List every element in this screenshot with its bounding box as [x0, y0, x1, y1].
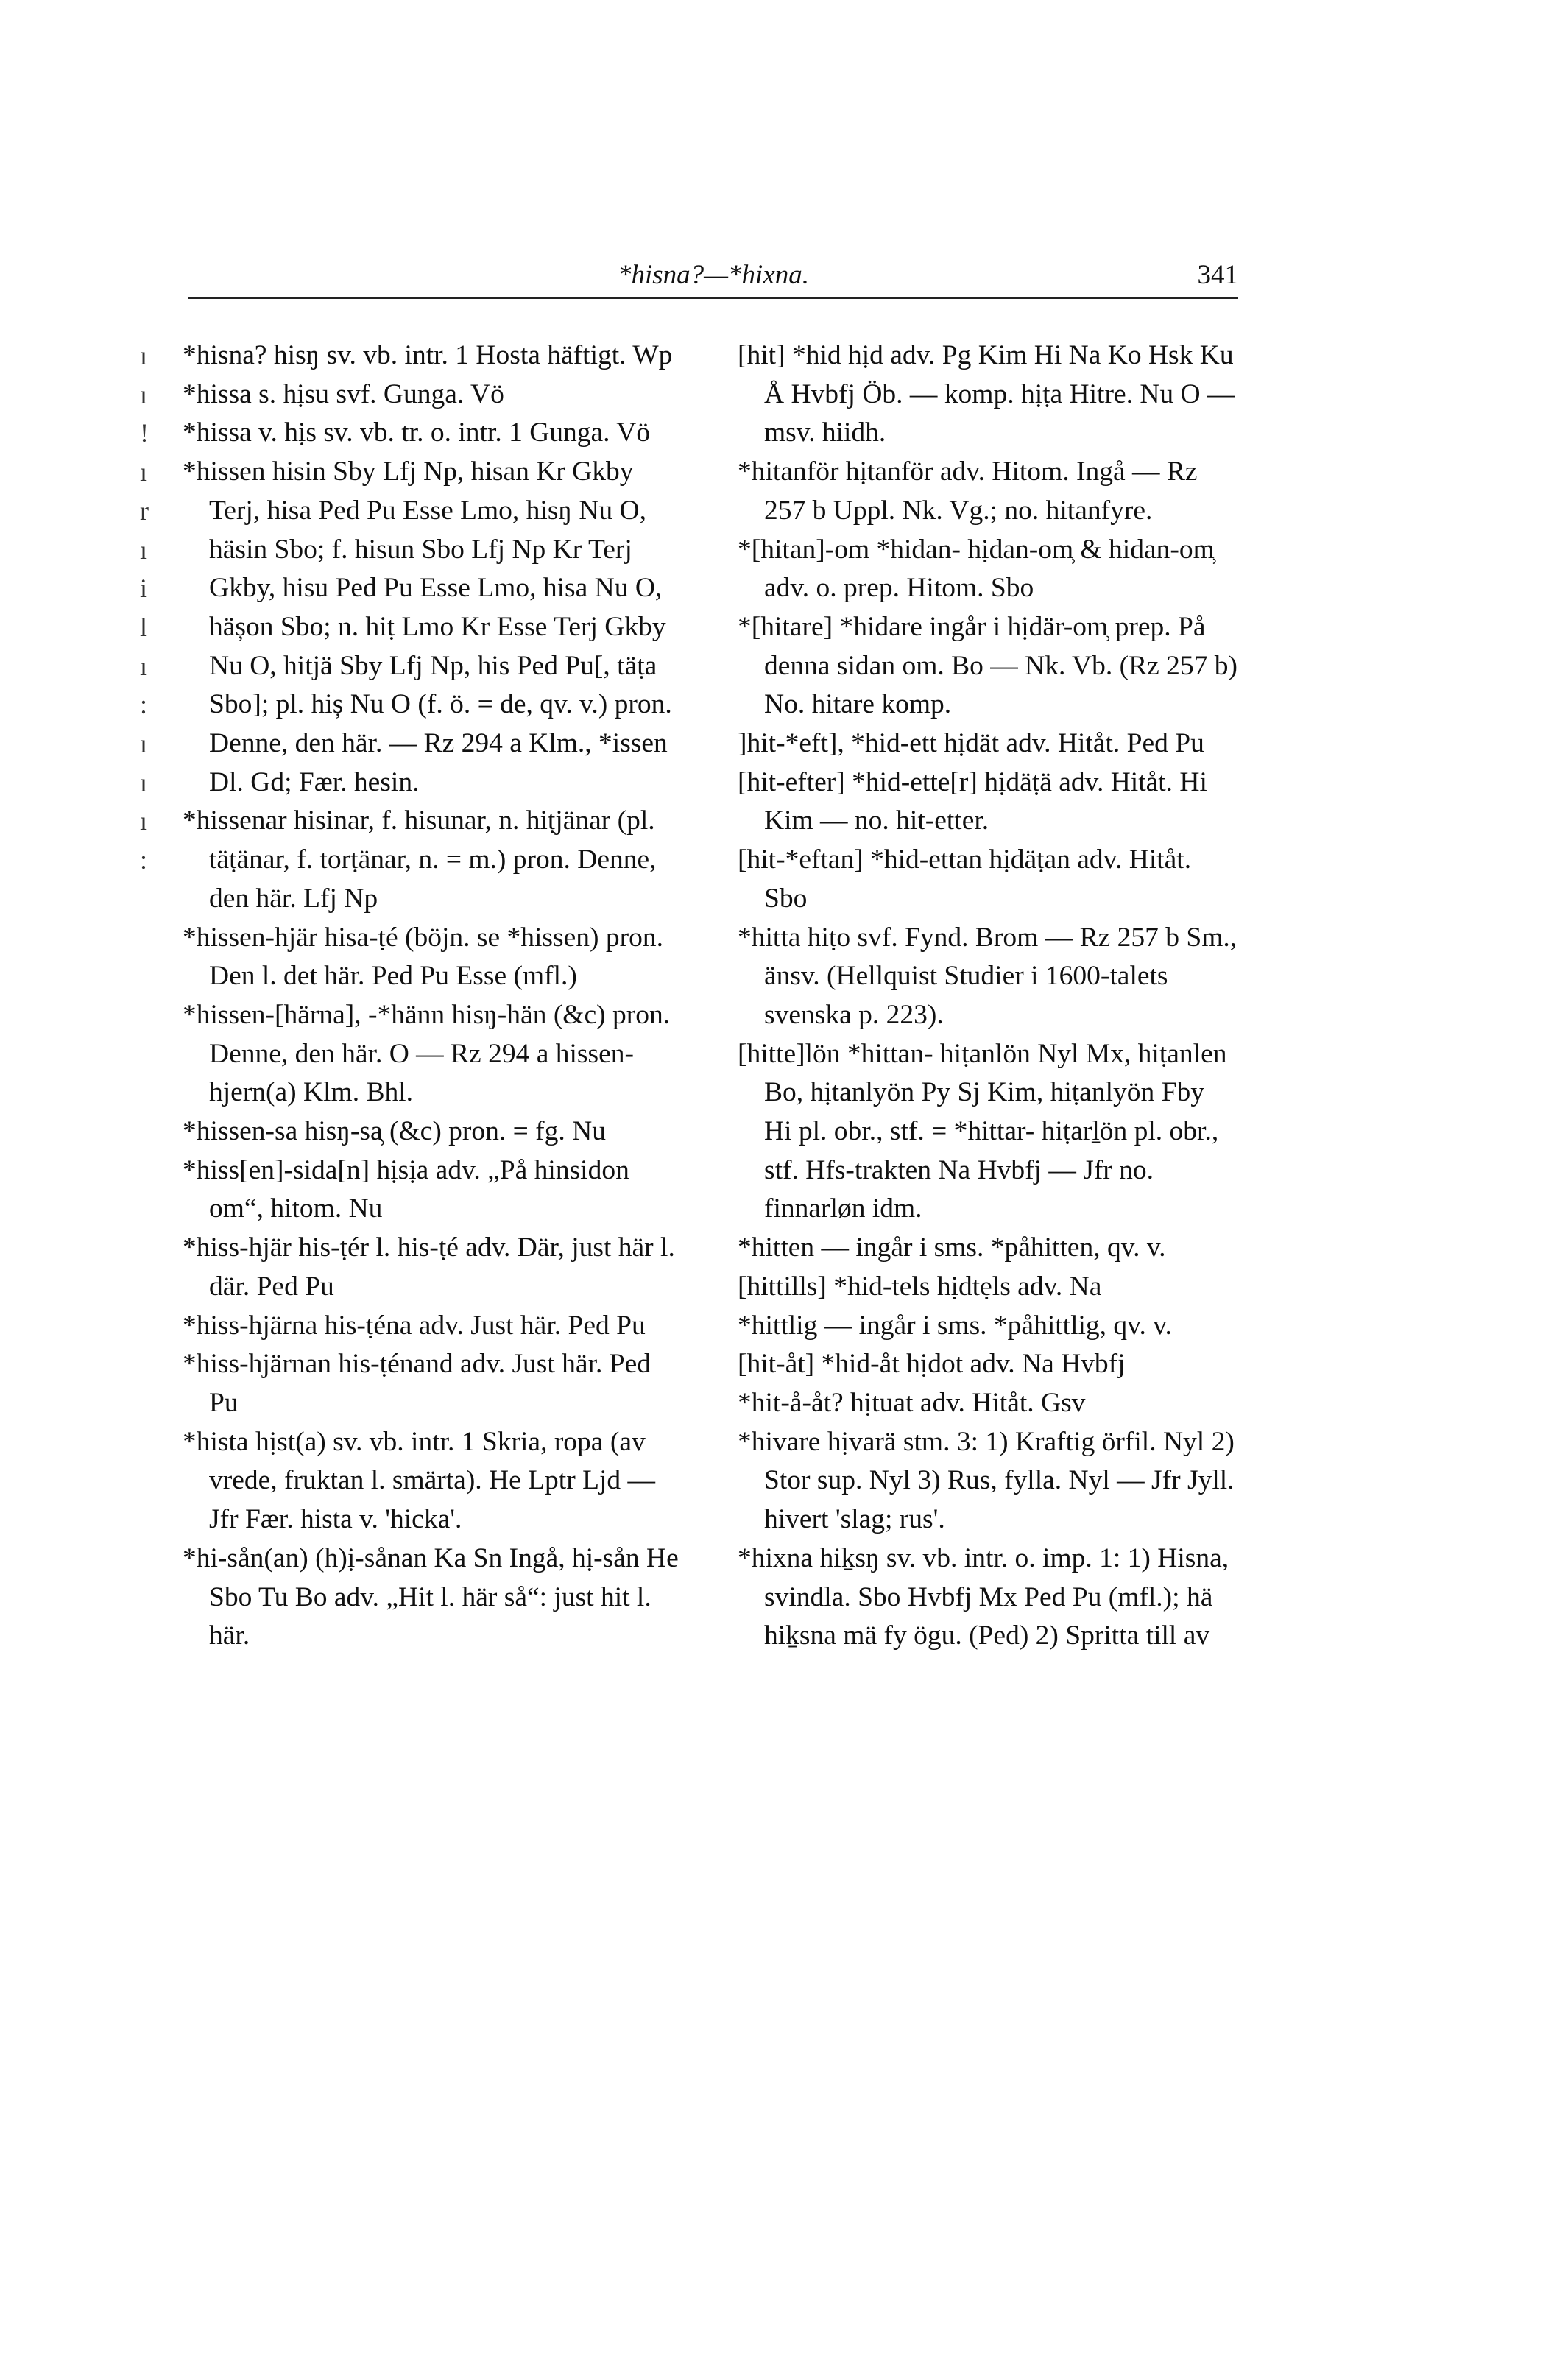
margin-mark: :	[140, 690, 148, 720]
dictionary-entry: *hisna? hisŋ sv. vb. intr. 1 Hosta häftigt. Wp	[183, 340, 673, 370]
dictionary-entry: *hiss[en]-sida[n] hịsịa adv. „På hinsidon om“, hitom. Nu	[183, 1154, 629, 1224]
dictionary-entry: *hiss-hjärnan his-ṭénand adv. Just här. Ped Pu	[183, 1349, 651, 1418]
margin-mark: ı	[140, 729, 148, 759]
dictionary-entry: [hitte]lön *hittan- hiṭanlön Nyl Mx, hiṭanlen Bo, hịtanlyön Py Sj Kim, hiṭanlyön Fby Hi pl. obr., stf. = *hittar- hiṭarḻön pl. obr., stf. Hfs-trakten Na Hvbfj — Jfr no. finnarløn idm.	[738, 1038, 1227, 1224]
dictionary-entry: [hit-*eftan] *hid-ettan hịdäṭan adv. Hitåt. Sbo	[738, 844, 1192, 914]
margin-mark: ı	[140, 457, 148, 487]
dictionary-entry: [hit-efter] *hid-ette[r] hịdäṭä adv. Hitåt. Hi Kim — no. hit-etter.	[738, 766, 1207, 836]
margin-mark: l	[140, 612, 148, 642]
margin-mark: i	[140, 574, 148, 604]
dictionary-entry: *hittlig — ingår i sms. *påhittlig, qv. v.	[738, 1310, 1172, 1341]
margin-mark: ı	[140, 535, 148, 565]
dictionary-entry: ]hit-*eft], *hid-ett hịdät adv. Hitåt. Ped Pu	[738, 728, 1204, 759]
margin-mark: ı	[140, 651, 148, 681]
dictionary-entry: *hissenar hisinar, f. hisunar, n. hiṭjänar (pl. täṭänar, f. torṭänar, n. = m.) pron. Denne, den här. Lfj Np	[183, 805, 657, 914]
dictionary-entry: *hiss-hjär his-ṭér l. his-ṭé adv. Där, just här l. där. Ped Pu	[183, 1232, 675, 1302]
margin-mark: !	[140, 418, 149, 448]
dictionary-entry: *hista hịst(a) sv. vb. intr. 1 Skria, ropa (av vrede, fruktan l. smärta). He Lptr Ljd — Jfr Fær. hista v. 'hicka'.	[183, 1426, 656, 1535]
margin-mark: ı	[140, 379, 148, 409]
dictionary-entry: *[hitare] *hidare ingår i hịdär-om̹ prep. På denna sidan om. Bo — Nk. Vb. (Rz 257 b) No. hitare komp.	[738, 611, 1237, 720]
dictionary-entry: *hissen-hjär hisa-ṭé (böjn. se *hissen) pron. Den l. det här. Ped Pu Esse (mfl.)	[183, 922, 663, 992]
header-rule	[188, 297, 1238, 299]
dictionary-entry: *hitten — ingår i sms. *påhitten, qv. v.	[738, 1232, 1166, 1263]
dictionary-entry: [hit-åt] *hid-åt hịdot adv. Na Hvbfj	[738, 1349, 1126, 1380]
dictionary-entry: *hi-sån(an) (h)ị-sånan Ka Sn Ingå, hị-sån He Sbo Tu Bo adv. „Hit l. här så“: just hit l. här.	[183, 1542, 679, 1651]
dictionary-entry: *hixna hiḵsŋ sv. vb. intr. o. imp. 1: 1) Hisna, svindla. Sbo Hvbfj Mx Ped Pu (mfl.); hä hiḵsna mä fy ögu. (Ped) 2) Spritta till av	[738, 1542, 1229, 1651]
left-column	[183, 336, 683, 1656]
dictionary-entry: *hivare hịvarä stm. 3: 1) Kraftig örfil. Nyl 2) Stor sup. Nyl 3) Rus, fylla. Nyl — Jfr Jyll. hivert 'slag; rus'.	[738, 1426, 1235, 1535]
margin-mark: ı	[140, 767, 148, 797]
dictionary-entry: [hittills] *hid-tels hịdtẹls adv. Na	[738, 1271, 1102, 1302]
page-number: 341	[1197, 260, 1238, 290]
margin-marks	[140, 336, 162, 880]
running-title: *hisna?—*hixna.	[617, 260, 810, 290]
margin-mark: ı	[140, 341, 148, 370]
margin-mark: ı	[140, 806, 148, 836]
margin-mark: :	[140, 845, 148, 875]
dictionary-entry: *hitanför hịtanför adv. Hitom. Ingå — Rz 257 b Uppl. Nk. Vg.; no. hitanfyre.	[738, 456, 1198, 526]
dictionary-entry: *[hitan]-om *hidan- hịdan-om̹ & hidan-om̹ adv. o. prep. Hitom. Sbo	[738, 534, 1215, 604]
dictionary-entry: *hiss-hjärna his-ṭéna adv. Just här. Ped Pu	[183, 1310, 646, 1341]
dictionary-entry: *hitta hiṭo svf. Fynd. Brom — Rz 257 b Sm., änsv. (Hellquist Studier i 1600-talets svenska p. 223).	[738, 922, 1237, 1030]
dictionary-entry: *hissa s. hịsu svf. Gunga. Vö	[183, 378, 504, 409]
dictionary-entry: [hit] *hid hịd adv. Pg Kim Hi Na Ko Hsk Ku Å Hvbfj Öb. — komp. hịṭa Hitre. Nu O — msv. hiidh.	[738, 340, 1235, 448]
dictionary-entry: *hissen hisin Sby Lfj Np, hisan Kr Gkby Terj, hisa Ped Pu Esse Lmo, hisŋ Nu O, häsin Sbo; f. hisun Sbo Lfj Np Kr Terj Gkby, hisu Ped Pu Esse Lmo, hisa Nu O, häșon Sbo; n. hiṭ Lmo Kr Esse Terj Gkby Nu O, hitjä Sby Lfj Np, his Ped Pu[, täṭa Sbo]; pl. hiș Nu O (f. ö. = de, qv. v.) pron. Denne, den här. — Rz 294 a Klm., *issen Dl. Gd; Fær. hesin.	[183, 456, 672, 797]
dictionary-entry: *hissen-[härna], -*hänn hisŋ-hän (&c) pron. Denne, den här. O — Rz 294 a hissen-hjern(a) Klm. Bhl.	[183, 999, 671, 1108]
margin-mark: r	[140, 495, 149, 526]
dictionary-entry: *hit-å-åt? hịtuat adv. Hitåt. Gsv	[738, 1387, 1086, 1418]
running-head	[188, 261, 1238, 297]
dictionary-entry: *hissen-sa hisŋ-sa̹ (&c) pron. = fg. Nu	[183, 1116, 607, 1147]
dictionary-entry: *hissa v. hịs sv. vb. tr. o. intr. 1 Gunga. Vö	[183, 417, 651, 448]
right-column	[738, 336, 1238, 1656]
